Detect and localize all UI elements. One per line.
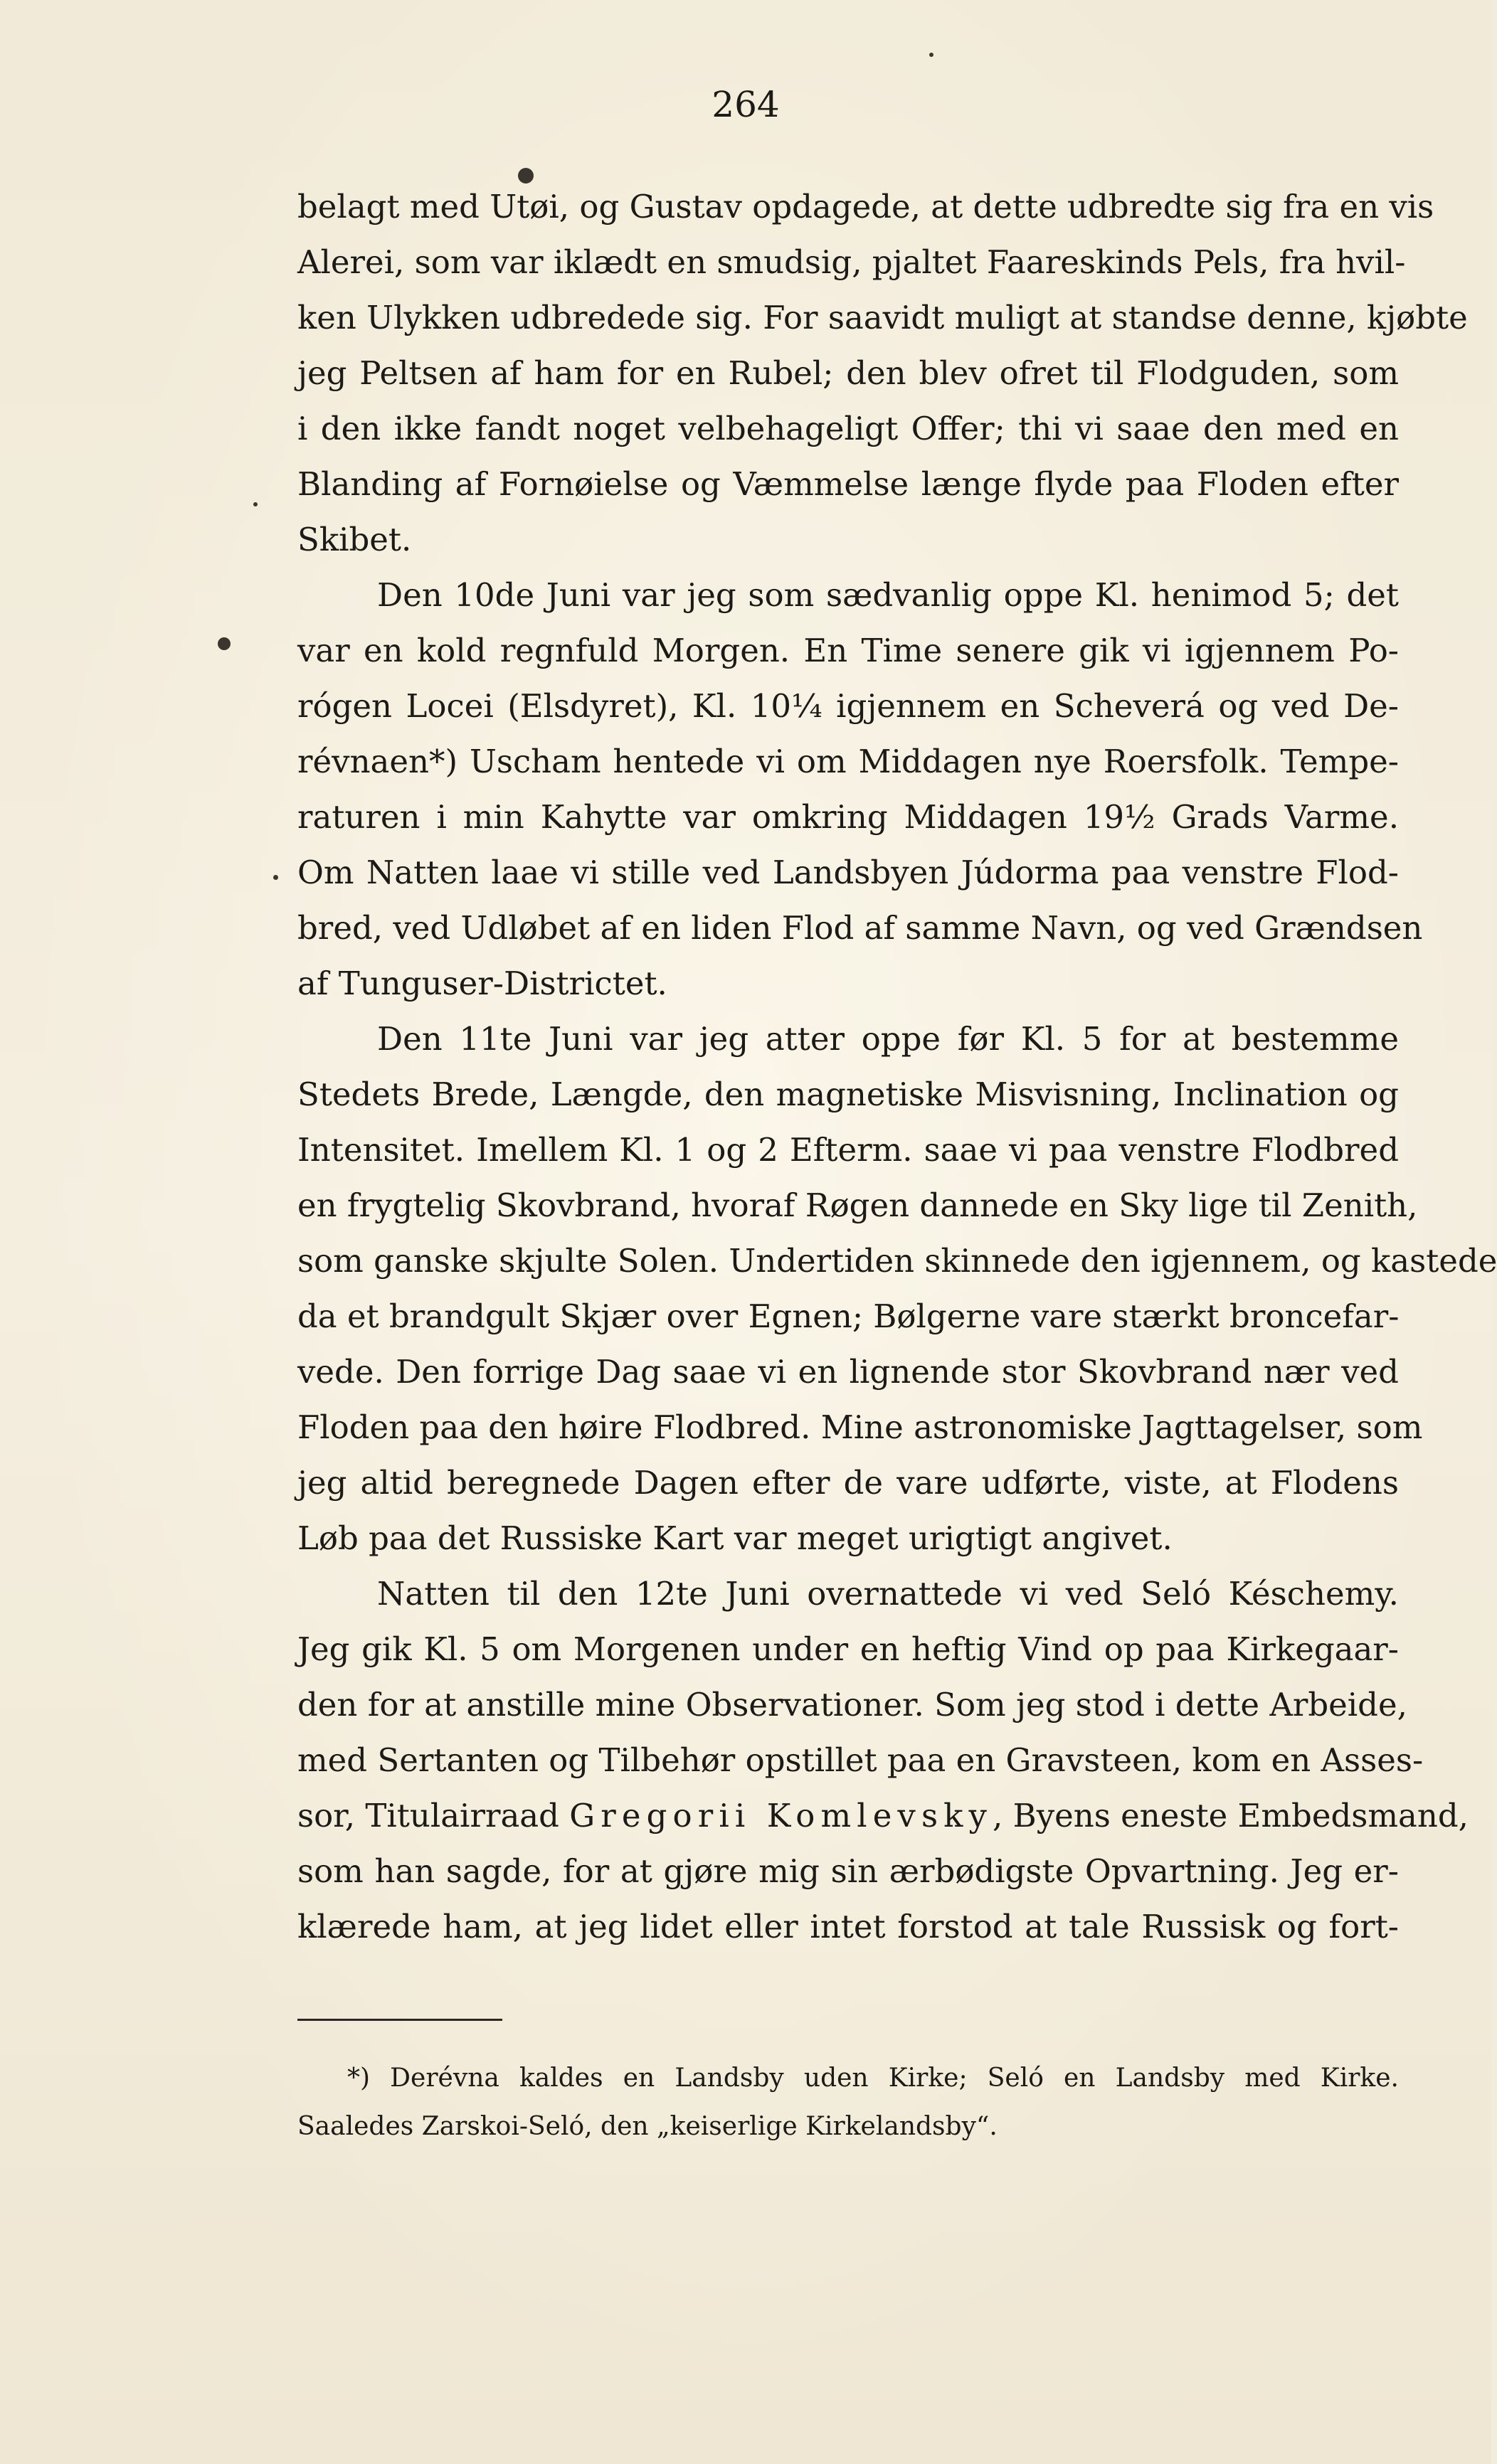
text-line: bred, ved Udløbet af en liden Flod af samme Navn, og ved Grændsen (297, 909, 1423, 947)
ink-speck (518, 168, 534, 184)
text-line: jeg altid beregnede Dagen efter de vare udførte, viste, at Flodens (297, 1464, 1399, 1502)
text-line: den for at anstille mine Observationer. Som jeg stod i dette Arbeide, (297, 1686, 1407, 1724)
text-line: Skibet. (297, 521, 412, 558)
text-line: jeg Peltsen af ham for en Rubel; den blev ofret til Flodguden, som (297, 354, 1399, 392)
text-line: Alerei, som var iklædt en smudsig, pjaltet Faareskinds Pels, fra hvil- (297, 243, 1406, 281)
text-line: vede. Den forrige Dag saae vi en lignende stor Skovbrand nær ved (297, 1353, 1399, 1391)
ink-speck (218, 637, 231, 650)
text-line: Jeg gik Kl. 5 om Morgenen under en heftig Vind op paa Kirkegaar- (297, 1630, 1399, 1668)
text-line: Blanding af Fornøielse og Væmmelse længe flyde paa Floden efter (297, 465, 1399, 503)
text-line: Floden paa den høire Flodbred. Mine astronomiske Jagttagelser, som (297, 1408, 1423, 1446)
page-number: 264 (712, 84, 780, 125)
text-line: i den ikke fandt noget velbehageligt Offer; thi vi saae den med en (297, 410, 1399, 447)
text-line: af Tunguser-Districtet. (297, 965, 667, 1002)
text-line: Løb paa det Russiske Kart var meget urigtigt angivet. (297, 1519, 1173, 1557)
ink-speck (929, 53, 933, 57)
ink-speck (253, 502, 258, 506)
footnote (297, 2054, 1399, 2151)
text-line: da et brandgult Skjær over Egnen; Bølgerne vare stærkt broncefar- (297, 1297, 1400, 1335)
text-line: rógen Locei (Elsdyret), Kl. 10¼ igjennem en Scheverá og ved De- (297, 687, 1399, 725)
text-line: Om Natten laae vi stille ved Landsbyen Júdorma paa venstre Flod- (297, 854, 1399, 891)
text-line: klærede ham, at jeg lidet eller intet forstod at tale Russisk og fort- (297, 1908, 1399, 1945)
footnote-line: Saaledes Zarskoi-Seló, den „keiserlige Kirkelandsby“. (297, 2112, 998, 2141)
text-line: belagt med Utøi, og Gustav opdagede, at dette udbredte sig fra en vis (297, 188, 1434, 225)
body-text (297, 179, 1497, 1955)
text-line: var en kold regnfuld Morgen. En Time senere gik vi igjennem Po- (297, 632, 1399, 669)
text-line: Den 10de Juni var jeg som sædvanlig oppe Kl. henimod 5; det (377, 576, 1399, 614)
footnote-line: *) Derévna kaldes en Landsby uden Kirke; Seló en Landsby med Kirke. (347, 2064, 1399, 2093)
text-line: Intensitet. Imellem Kl. 1 og 2 Efterm. saae vi paa venstre Flodbred (297, 1131, 1399, 1169)
text-line: med Sertanten og Tilbehør opstillet paa en Gravsteen, kom en Asses- (297, 1741, 1424, 1779)
text-line: Natten til den 12te Juni overnattede vi ved Seló Késchemy. (377, 1575, 1399, 1613)
text-line: Stedets Brede, Længde, den magnetiske Misvisning, Inclination og (297, 1076, 1399, 1113)
spaced-name: Gregorii Komlevsky (569, 1797, 993, 1834)
footnote-divider (297, 2019, 502, 2021)
text-line: sor, Titulairraad Gregorii Komlevsky, Byens eneste Embedsmand, (297, 1797, 1469, 1834)
text-line: som han sagde, for at gjøre mig sin ærbødigste Opvartning. Jeg er- (297, 1852, 1399, 1890)
text-line: raturen i min Kahytte var omkring Middagen 19½ Grads Varme. (297, 798, 1399, 836)
text-line: en frygtelig Skovbrand, hvoraf Røgen dannede en Sky lige til Zenith, (297, 1186, 1418, 1224)
text-line: révnaen*) Uscham hentede vi om Middagen nye Roersfolk. Tempe- (297, 743, 1399, 780)
ink-speck (273, 875, 278, 880)
text-line: ken Ulykken udbredede sig. For saavidt muligt at standse denne, kjøbte (297, 299, 1468, 336)
text-line: som ganske skjulte Solen. Undertiden skinnede den igjennem, og kastede (297, 1242, 1497, 1280)
text-line: Den 11te Juni var jeg atter oppe før Kl. 5 for at bestemme (377, 1020, 1399, 1058)
